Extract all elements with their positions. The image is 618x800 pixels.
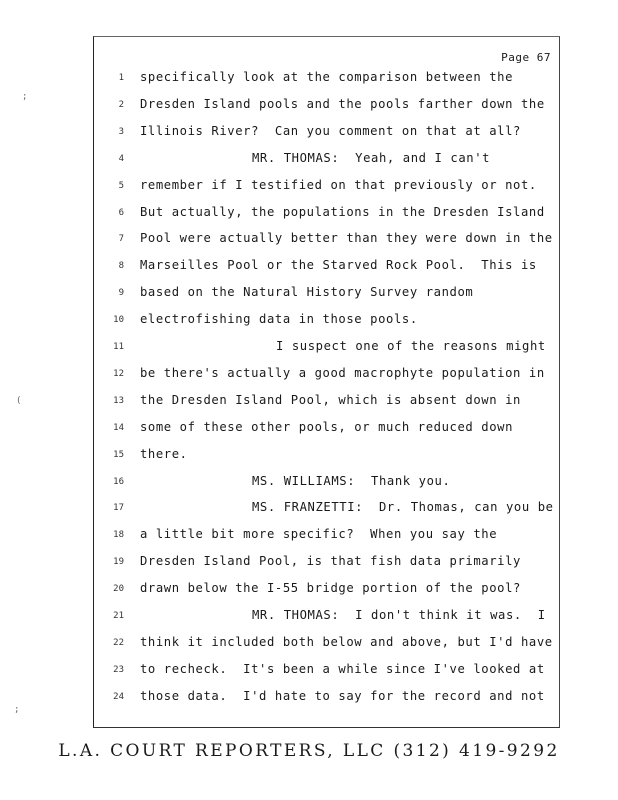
line-text: remember if I testified on that previously or not. — [140, 177, 537, 192]
line-number: 17 — [113, 503, 124, 514]
transcript-line — [94, 339, 559, 357]
line-text: But actually, the populations in the Dresden Island — [140, 204, 545, 219]
margin-mark: ( — [16, 396, 22, 406]
line-text: MR. THOMAS: Yeah, and I can't — [252, 150, 491, 165]
line-number: 12 — [113, 368, 124, 379]
transcript-line — [94, 258, 559, 276]
transcript-line — [94, 554, 559, 572]
line-text: MS. WILLIAMS: Thank you. — [252, 473, 451, 488]
line-number: 10 — [113, 315, 124, 326]
page-number: Page 67 — [501, 51, 551, 64]
transcript-line — [94, 231, 559, 249]
margin-mark: ; — [14, 705, 20, 715]
line-number: 4 — [118, 153, 124, 164]
line-text: those data. I'd hate to say for the record and not — [140, 688, 545, 703]
line-number: 7 — [118, 234, 124, 245]
transcript-line — [94, 581, 559, 599]
line-number: 20 — [113, 584, 124, 595]
line-text: MR. THOMAS: I don't think it was. I — [252, 608, 546, 622]
line-text: Pool were actually better than they were down in the — [140, 231, 553, 246]
line-number: 6 — [118, 207, 124, 218]
line-text: Illinois River? Can you comment on that at all? — [140, 123, 521, 138]
line-number: 8 — [118, 261, 124, 272]
transcript-line — [94, 366, 559, 384]
line-number: 21 — [113, 611, 124, 621]
transcript-line — [94, 420, 559, 438]
transcript-line — [94, 500, 559, 518]
line-text: electrofishing data in those pools. — [140, 312, 418, 327]
line-text: specifically look at the comparison between the — [140, 70, 514, 84]
line-number: 1 — [118, 73, 124, 83]
court-reporter-footer: L.A. COURT REPORTERS, LLC (312) 419-9292 — [58, 741, 560, 761]
line-text: based on the Natural History Survey random — [140, 285, 474, 300]
line-number: 13 — [113, 395, 124, 406]
margin-mark: ; — [22, 92, 28, 102]
transcript-line — [94, 178, 559, 196]
line-text: drawn below the I-55 bridge portion of the pool? — [140, 581, 521, 596]
line-text: Dresden Island pools and the pools farther down the — [140, 96, 545, 111]
line-text: MS. FRANZETTI: Dr. Thomas, can you be — [252, 500, 554, 515]
line-number: 9 — [118, 288, 124, 299]
line-number: 19 — [113, 557, 124, 568]
transcript-line — [94, 70, 559, 88]
transcript-line — [94, 474, 559, 492]
line-number: 24 — [113, 691, 124, 702]
transcript-page — [93, 36, 560, 728]
line-number: 18 — [113, 530, 124, 541]
transcript-line — [94, 285, 559, 303]
line-text: the Dresden Island Pool, which is absent down in — [140, 392, 521, 407]
line-text: think it included both below and above, but I'd have — [140, 634, 553, 649]
transcript-line — [94, 635, 559, 653]
transcript-line — [94, 97, 559, 115]
line-number: 5 — [118, 180, 124, 191]
line-number: 23 — [113, 664, 124, 675]
line-text: be there's actually a good macrophyte population in — [140, 365, 545, 380]
transcript-line — [94, 662, 559, 680]
line-number: 3 — [118, 126, 124, 137]
line-number: 2 — [118, 99, 124, 110]
transcript-line — [94, 608, 559, 626]
transcript-line — [94, 124, 559, 142]
transcript-line — [94, 527, 559, 545]
line-text: a little bit more specific? When you say the — [140, 527, 498, 542]
line-text: Marseilles Pool or the Starved Rock Pool. This is — [140, 258, 537, 273]
line-number: 16 — [113, 476, 124, 487]
line-text: I suspect one of the reasons might — [276, 339, 546, 353]
line-text: some of these other pools, or much reduced down — [140, 419, 514, 434]
line-number: 14 — [113, 422, 124, 433]
transcript-line — [94, 151, 559, 169]
line-text: to recheck. It's been a while since I've looked at — [140, 661, 545, 676]
transcript-line — [94, 689, 559, 707]
line-text: Dresden Island Pool, is that fish data primarily — [140, 554, 521, 569]
transcript-line — [94, 205, 559, 223]
line-number: 11 — [113, 342, 124, 352]
transcript-line — [94, 393, 559, 411]
transcript-line — [94, 447, 559, 465]
line-number: 15 — [113, 449, 124, 460]
line-text: there. — [140, 446, 188, 461]
transcript-line — [94, 312, 559, 330]
line-number: 22 — [113, 637, 124, 648]
